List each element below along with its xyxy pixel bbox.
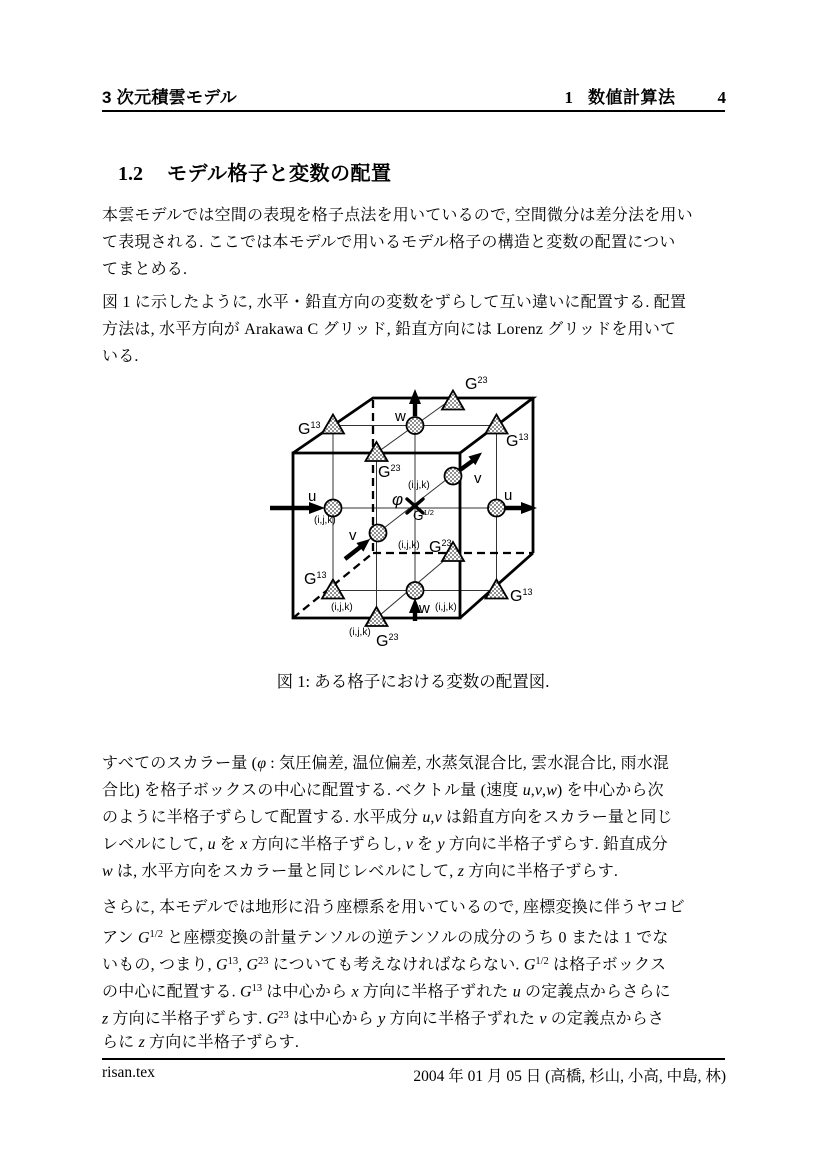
g13-label-top-left: $G^{13}$: [298, 420, 321, 438]
u-arrow-right-head: [521, 502, 537, 514]
text-line: z 方向に半格子ずらす. $G^{23}$ は中心から y 方向に半格子ずれた v の定義点からさ: [102, 1010, 665, 1028]
v-point-front-icon: [370, 525, 387, 542]
v-arrow-front: [345, 547, 361, 560]
header-section-number: 1: [564, 88, 573, 107]
header-rule: [102, 110, 725, 112]
text-line: w は, 水平方向をスカラー量と同じレベルにして, z 方向に半格子ずらす.: [102, 863, 619, 880]
ijk-label-g23-bottom: (i,j,k): [349, 627, 371, 638]
header-section-group: [565, 83, 727, 108]
footer-date-authors: 2004 年 01 月 05 日 (高橋, 杉山, 小高, 中島, 林): [413, 1068, 726, 1085]
subsection-title: モデル格子と変数の配置: [167, 163, 392, 185]
ijk-label-v-front: (i,j,k): [398, 540, 420, 551]
g23-triangle-front-top-icon: [366, 442, 388, 461]
paragraph-grid-layout: [102, 289, 734, 370]
w-point-top-icon: [407, 417, 424, 434]
text-line: 本雲モデルでは空間の表現を格子点法を用いているので, 空間微分は差分法を用い: [102, 207, 693, 224]
u-point-right-icon: [488, 500, 505, 517]
paragraph-intro: [102, 202, 734, 283]
g23-label-front-top: $G^{23}$: [378, 463, 401, 481]
phi-label-center: φ: [392, 490, 404, 509]
u-point-left-icon: [325, 500, 342, 517]
v-arrow-back: [460, 461, 473, 471]
ijk-label-center: (i,j,k): [408, 480, 430, 491]
text-line: らに z 方向に半格子ずらす.: [102, 1034, 300, 1051]
g13-label-top-right: $G^{13}$: [506, 432, 529, 450]
g23-label-back-bottom: $G^{23}$: [429, 538, 452, 556]
w-label-bottom: w: [419, 600, 430, 617]
text-line: さらに, 本モデルでは地形に沿う座標系を用いているので, 座標変換に伴うヤコビ: [102, 899, 686, 916]
ijk-label-u-left: (i,j,k): [314, 515, 336, 526]
text-line: いる.: [102, 348, 139, 365]
figure-caption: 図 1: ある格子における変数の配置図.: [276, 672, 550, 691]
u-label-left: u: [308, 488, 317, 505]
footer-rule: [102, 1058, 725, 1060]
w-point-bottom-icon: [407, 582, 424, 599]
text-line: の中心に配置する. $G^{13}$ は中心から x 方向に半格子ずれた u の定義点からさらに: [102, 983, 671, 1001]
g12-label-center: $G^{1/2}$: [413, 508, 434, 523]
v-point-back-icon: [445, 468, 462, 485]
text-line: てまとめる.: [102, 261, 188, 278]
ijk-label-bottom-left: (i,j,k): [331, 602, 353, 613]
g23-triangle-front-bottom-icon: [366, 607, 388, 626]
g23-label-back-top: $G^{23}$: [465, 375, 488, 393]
g13-label-bottom-right: $G^{13}$: [510, 587, 533, 605]
text-line: いもの, つまり, $G^{13}$, $G^{23}$ についても考えなければならない. $G^{1/2}$ は格子ボックス: [102, 956, 667, 974]
header-section-label: 数値計算法: [588, 88, 676, 107]
g13-label-bottom-left: $G^{13}$: [304, 570, 327, 588]
paragraph-scalar-vector-placement: [102, 750, 734, 885]
w-arrow-top-head: [409, 389, 421, 404]
text-line: 合比) を格子ボックスの中心に配置する. ベクトル量 (速度 u,v,w) を中心から次: [102, 782, 664, 799]
paragraph-metric-tensor-placement: [102, 894, 734, 1056]
text-line: アン $G^{1/2}$ と座標変換の計量テンソルの逆テンソルの成分のうち 0 または 1 でな: [102, 929, 669, 947]
text-line: て表現される. ここでは本モデルで用いるモデル格子の構造と変数の配置につい: [102, 234, 676, 251]
header-page-number: 4: [717, 88, 726, 107]
v-label-front: v: [349, 527, 357, 544]
g13-triangle-top-right-icon: [486, 415, 508, 434]
g23-triangle-back-top-icon: [442, 391, 464, 410]
subsection-heading: [102, 139, 392, 204]
v-label-back: v: [474, 470, 482, 487]
w-label-top: w: [395, 408, 406, 425]
subsection-number: 1.2: [118, 163, 143, 185]
footer-filename: risan.tex: [102, 1064, 155, 1081]
text-line: レベルにして, u を x 方向に半格子ずらし, v を y 方向に半格子ずらす. 鉛直成分: [102, 836, 668, 853]
g13-triangle-bottom-left-icon: [322, 580, 344, 599]
ijk-label-w-bottom: (i,j,k): [435, 602, 457, 613]
g13-triangle-top-left-icon: [322, 415, 344, 434]
page-header: [102, 83, 726, 108]
cube-diagram-svg: [260, 370, 570, 662]
u-label-right: u: [504, 487, 513, 504]
g13-triangle-bottom-right-icon: [486, 580, 508, 599]
header-chapter-title: 3 次元積雲モデル: [102, 88, 238, 107]
text-line: すべてのスカラー量 (φ : 気圧偏差, 温位偏差, 水蒸気混合比, 雲水混合比, 雨水混: [102, 755, 670, 772]
figure-grid-cube-diagram: [260, 370, 570, 662]
text-line: 図 1 に示したように, 水平・鉛直方向の変数をずらして互い違いに配置する. 配置: [102, 294, 687, 311]
g23-label-front-bottom: $G^{23}$: [376, 632, 399, 650]
text-line: 方法は, 水平方向が Arakawa C グリッド, 鉛直方向には Lorenz グリッドを用いて: [102, 321, 677, 338]
page-footer: [102, 1064, 726, 1086]
text-line: のように半格子ずらして配置する. 水平成分 u,v は鉛直方向をスカラー量と同じ: [102, 809, 673, 826]
